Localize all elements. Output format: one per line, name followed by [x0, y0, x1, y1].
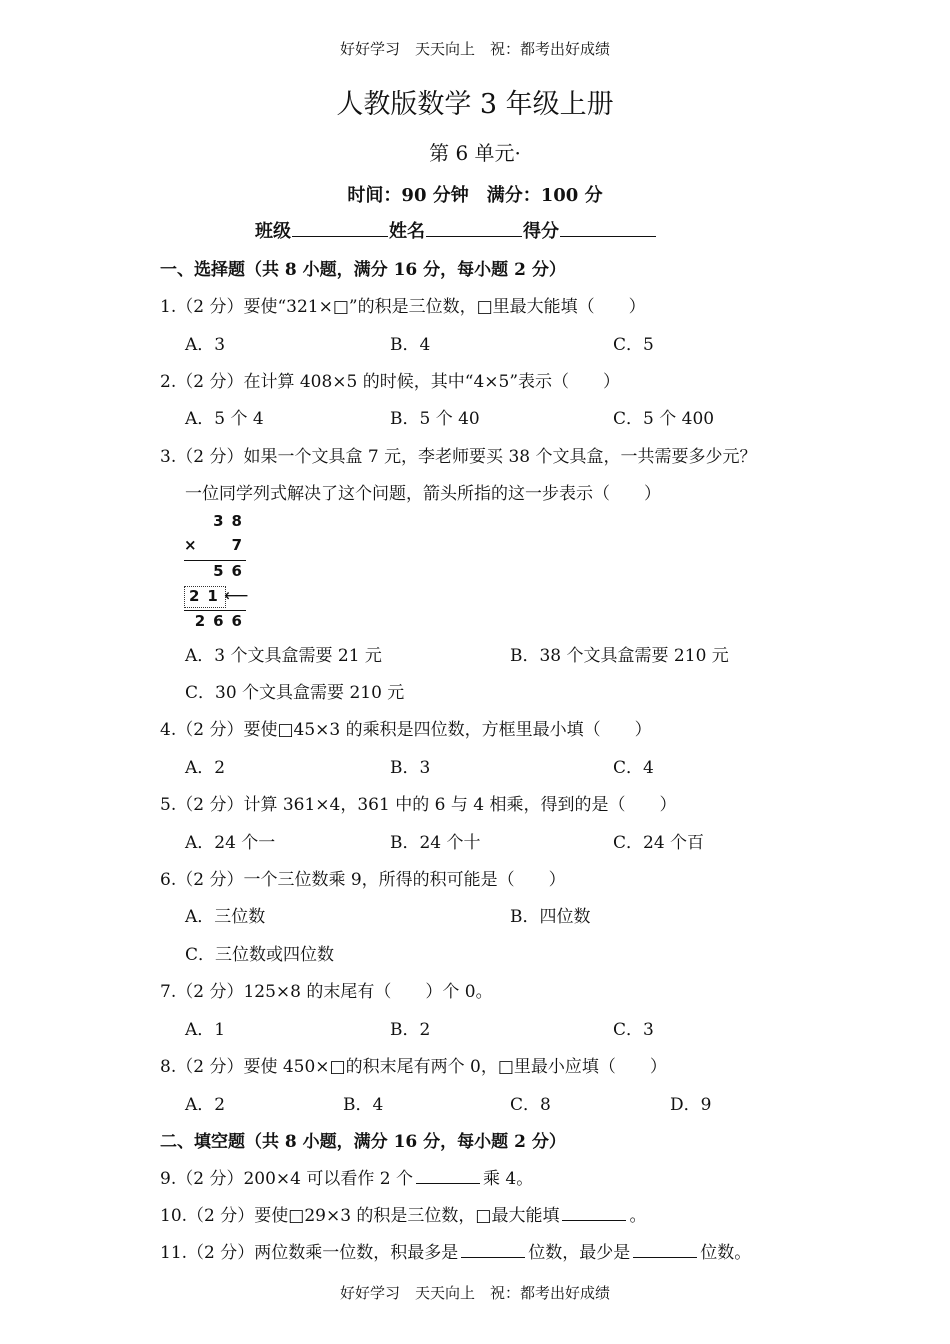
- question-7: 7.（2 分）125×8 的末尾有（ ）个 0。: [160, 982, 493, 1002]
- question-3-line2: 一位同学列式解决了这个问题，箭头所指的这一步表示（ ）: [185, 484, 661, 504]
- q11-middle: 位数，最少是: [528, 1243, 631, 1263]
- question-11: [160, 1238, 751, 1263]
- question-10: [160, 1201, 646, 1226]
- score-blank[interactable]: [560, 220, 656, 237]
- question-3: 3.（2 分）如果一个文具盒 7 元，李老师要买 38 个文具盒，一共需要多少元？: [160, 447, 757, 467]
- q7-option-c[interactable]: C．3: [613, 1020, 654, 1040]
- q8-option-a[interactable]: A．2: [185, 1095, 226, 1115]
- calc-row-1: 38: [213, 512, 250, 530]
- q3-option-b[interactable]: B．38 个文具盒需要 210 元: [510, 646, 729, 666]
- q6-option-c[interactable]: C．三位数或四位数: [185, 945, 335, 965]
- q2-option-a[interactable]: A．5 个 4: [185, 409, 264, 429]
- question-1: 1.（2 分）要使“321×□”的积是三位数，□里最大能填（ ）: [160, 297, 646, 317]
- q1-option-c[interactable]: C．5: [613, 335, 654, 355]
- class-row: [255, 217, 657, 243]
- q9-blank[interactable]: [416, 1169, 480, 1184]
- q11-blank-2[interactable]: [633, 1243, 697, 1258]
- q10-prefix: 10.（2 分）要使□29×3 的积是三位数，□最大能填: [160, 1206, 560, 1226]
- question-5: 5.（2 分）计算 361×4，361 中的 6 与 4 相乘，得到的是（ ）: [160, 795, 677, 815]
- page-subtitle: 第 6 单元·: [429, 141, 521, 165]
- q6-option-a[interactable]: A．三位数: [185, 907, 266, 927]
- question-6: 6.（2 分）一个三位数乘 9，所得的积可能是（ ）: [160, 870, 566, 890]
- score-label: 得分: [523, 221, 559, 242]
- q7-option-a[interactable]: A．1: [185, 1020, 226, 1040]
- q8-option-c[interactable]: C．8: [510, 1095, 551, 1115]
- q1-option-a[interactable]: A．3: [185, 335, 226, 355]
- time-info: 时间：90 分钟 满分：100 分: [347, 185, 603, 206]
- q4-option-b[interactable]: B．3: [390, 758, 431, 778]
- section-fill-heading: 二、填空题（共 8 小题，满分 16 分，每小题 2 分）: [160, 1132, 566, 1152]
- q4-option-c[interactable]: C．4: [613, 758, 654, 778]
- calc-row-3: 56: [213, 562, 250, 580]
- q11-prefix: 11.（2 分）两位数乘一位数，积最多是: [160, 1243, 459, 1263]
- q9-suffix: 乘 4。: [482, 1169, 534, 1189]
- calc-row-5: 266: [194, 612, 250, 630]
- question-9: [160, 1164, 533, 1189]
- class-blank[interactable]: [292, 220, 388, 237]
- question-2: 2.（2 分）在计算 408×5 的时候，其中“4×5”表示（ ）: [160, 372, 621, 392]
- q11-suffix: 位数。: [700, 1243, 752, 1263]
- name-blank[interactable]: [426, 220, 522, 237]
- q9-prefix: 9.（2 分）200×4 可以看作 2 个: [160, 1169, 413, 1189]
- page-title: 人教版数学 3 年级上册: [336, 89, 614, 120]
- name-label: 姓名: [389, 221, 425, 242]
- q5-option-c[interactable]: C．24 个百: [613, 833, 705, 853]
- q7-option-b[interactable]: B．2: [390, 1020, 431, 1040]
- q2-option-c[interactable]: C．5 个 400: [613, 409, 715, 429]
- q5-option-a[interactable]: A．24 个一: [185, 833, 276, 853]
- q8-option-b[interactable]: B．4: [343, 1095, 384, 1115]
- arrow-icon: ⟵: [224, 586, 249, 606]
- q5-option-b[interactable]: B．24 个十: [390, 833, 481, 853]
- class-label: 班级: [255, 221, 291, 242]
- calc-row-2: 7: [231, 536, 250, 554]
- section-choice-heading: 一、选择题（共 8 小题，满分 16 分，每小题 2 分）: [160, 260, 566, 280]
- q10-suffix: 。: [629, 1206, 647, 1226]
- q3-option-c[interactable]: C．30 个文具盒需要 210 元: [185, 683, 405, 703]
- q1-option-b[interactable]: B．4: [390, 335, 431, 355]
- q6-option-b[interactable]: B．四位数: [510, 907, 591, 927]
- calc-row-4: 21: [189, 587, 226, 605]
- calc-multiply-sign: ×: [184, 536, 197, 554]
- q11-blank-1[interactable]: [461, 1243, 525, 1258]
- question-8: 8.（2 分）要使 450×□的积末尾有两个 0，□里最小应填（ ）: [160, 1057, 667, 1077]
- vertical-calculation: [180, 510, 270, 630]
- question-4: 4.（2 分）要使□45×3 的乘积是四位数，方框里最小填（ ）: [160, 720, 652, 740]
- page-footer: 好好学习 天天向上 祝：都考出好成绩: [339, 1284, 610, 1302]
- q2-option-b[interactable]: B．5 个 40: [390, 409, 480, 429]
- q10-blank[interactable]: [562, 1206, 626, 1221]
- q8-option-d[interactable]: D．9: [670, 1095, 712, 1115]
- q3-option-a[interactable]: A．3 个文具盒需要 21 元: [185, 646, 382, 666]
- page-header: 好好学习 天天向上 祝：都考出好成绩: [339, 40, 610, 58]
- q4-option-a[interactable]: A．2: [185, 758, 226, 778]
